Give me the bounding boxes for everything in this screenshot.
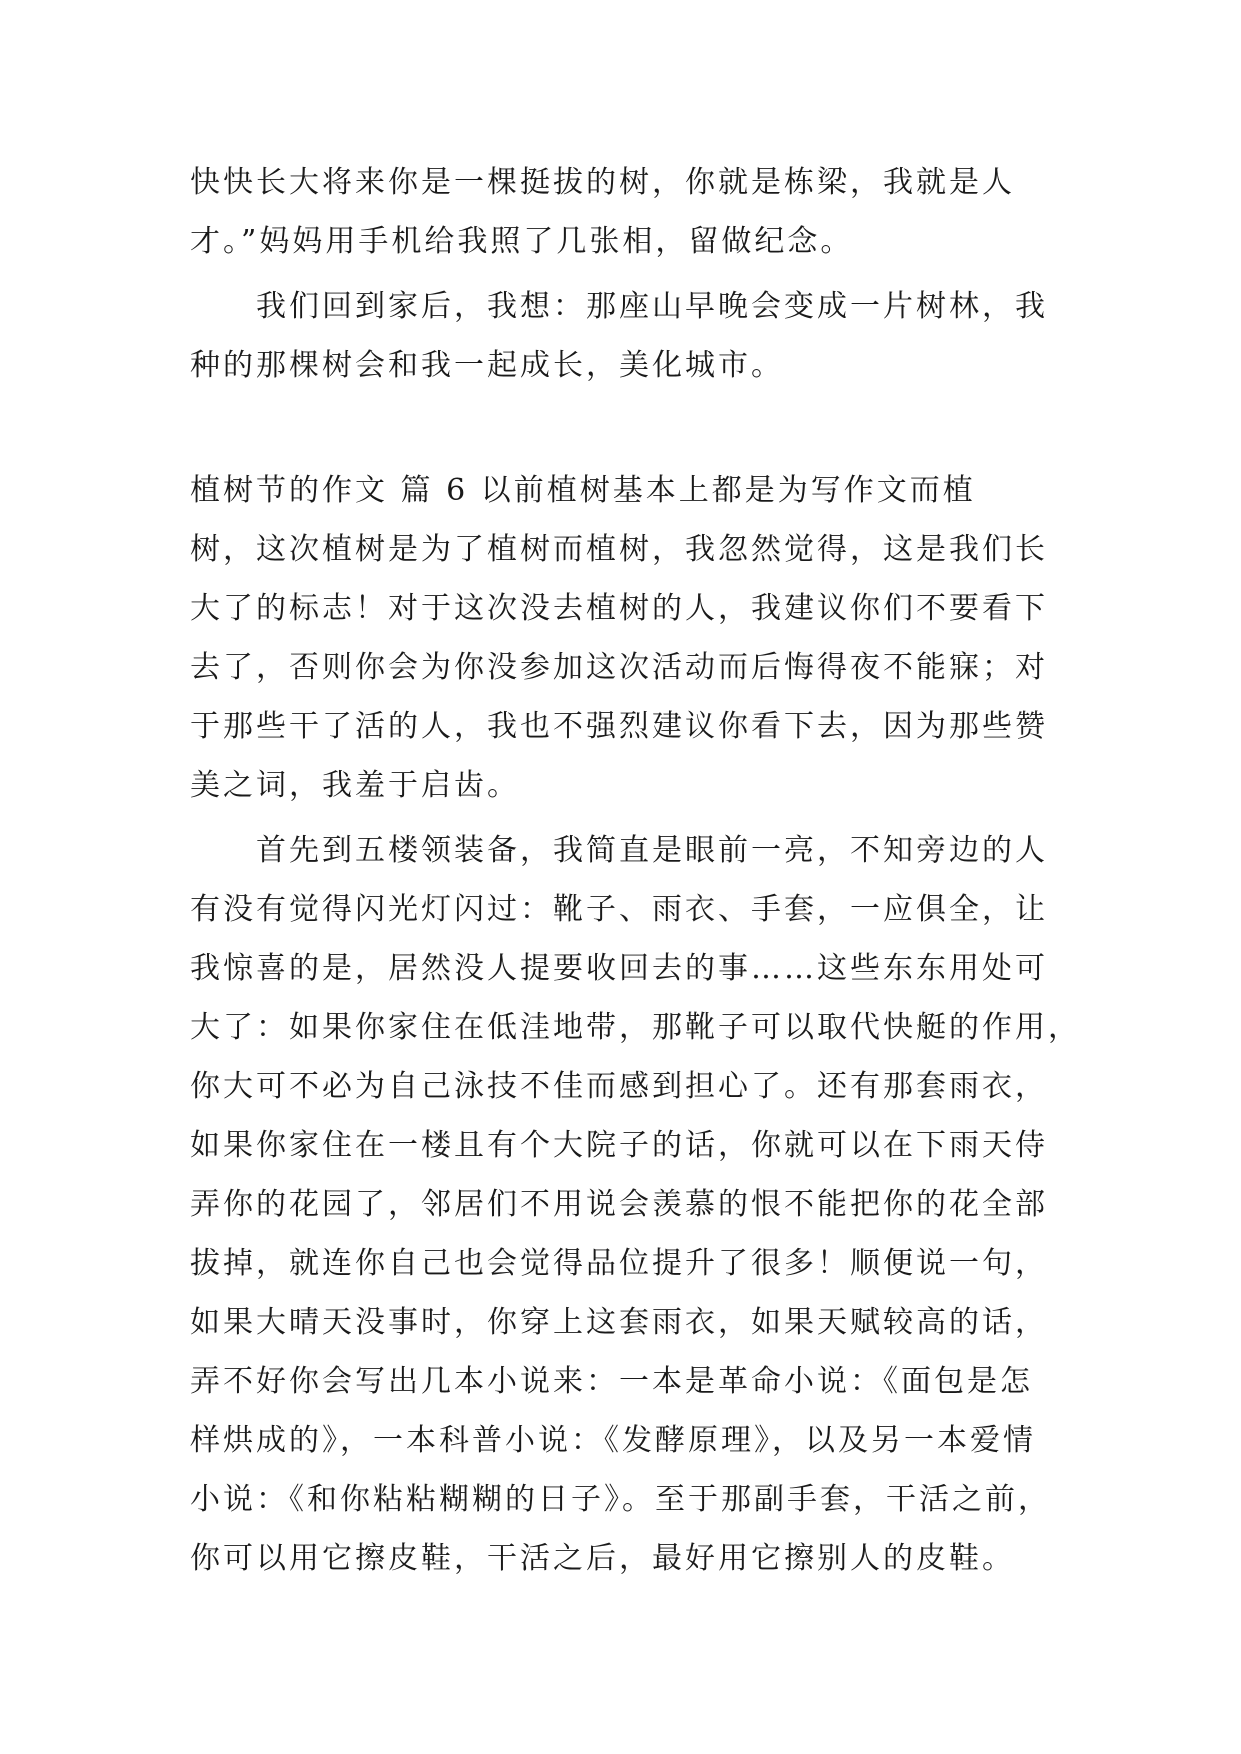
text-line: 才。”妈妈用手机给我照了几张相，留做纪念。 bbox=[190, 224, 854, 259]
text-line: 弄你的花园了，邻居们不用说会羡慕的恨不能把你的花全部 bbox=[190, 1187, 1048, 1222]
text-line: 大了：如果你家住在低洼地带，那靴子可以取代快艇的作用， bbox=[190, 1010, 1081, 1045]
text-line: 弄不好你会写出几本小说来：一本是革命小说：《面包是怎 bbox=[190, 1364, 1033, 1399]
text-line: 拔掉，就连你自己也会觉得品位提升了很多！顺便说一句， bbox=[190, 1246, 1048, 1281]
text-line: 你大可不必为自己泳技不佳而感到担心了。还有那套雨衣， bbox=[190, 1069, 1048, 1104]
text-line: 于那些干了活的人，我也不强烈建议你看下去，因为那些赞 bbox=[190, 709, 1048, 744]
paragraph-start-line: 我们回到家后，我想：那座山早晚会变成一片树林，我 bbox=[256, 289, 1048, 324]
text-line: 美之词，我羞于启齿。 bbox=[190, 768, 520, 803]
section-heading-line: 植树节的作文 篇 6 以前植树基本上都是为写作文而植 bbox=[190, 473, 976, 508]
text-line: 树，这次植树是为了植树而植树，我忽然觉得，这是我们长 bbox=[190, 532, 1048, 567]
text-line: 你可以用它擦皮鞋，干活之后，最好用它擦别人的皮鞋。 bbox=[190, 1541, 1015, 1576]
text-line: 小说：《和你粘粘糊糊的日子》。至于那副手套，干活之前， bbox=[190, 1482, 1051, 1517]
text-line: 如果你家住在一楼且有个大院子的话，你就可以在下雨天侍 bbox=[190, 1128, 1048, 1163]
paragraph-start-line: 首先到五楼领装备，我简直是眼前一亮，不知旁边的人 bbox=[256, 833, 1048, 868]
text-line: 如果大晴天没事时，你穿上这套雨衣，如果天赋较高的话， bbox=[190, 1305, 1048, 1340]
text-line: 样烘成的》，一本科普小说：《发酵原理》，以及另一本爱情 bbox=[190, 1423, 1036, 1458]
text-line: 种的那棵树会和我一起成长，美化城市。 bbox=[190, 348, 784, 383]
text-line: 有没有觉得闪光灯闪过：靴子、雨衣、手套，一应俱全，让 bbox=[190, 892, 1048, 927]
text-line: 快快长大将来你是一棵挺拔的树，你就是栋梁，我就是人 bbox=[190, 165, 1015, 200]
text-line: 大了的标志！对于这次没去植树的人，我建议你们不要看下 bbox=[190, 591, 1048, 626]
text-line: 去了，否则你会为你没参加这次活动而后悔得夜不能寐；对 bbox=[190, 650, 1048, 685]
text-line: 我惊喜的是，居然没人提要收回去的事……这些东东用处可 bbox=[190, 951, 1048, 986]
